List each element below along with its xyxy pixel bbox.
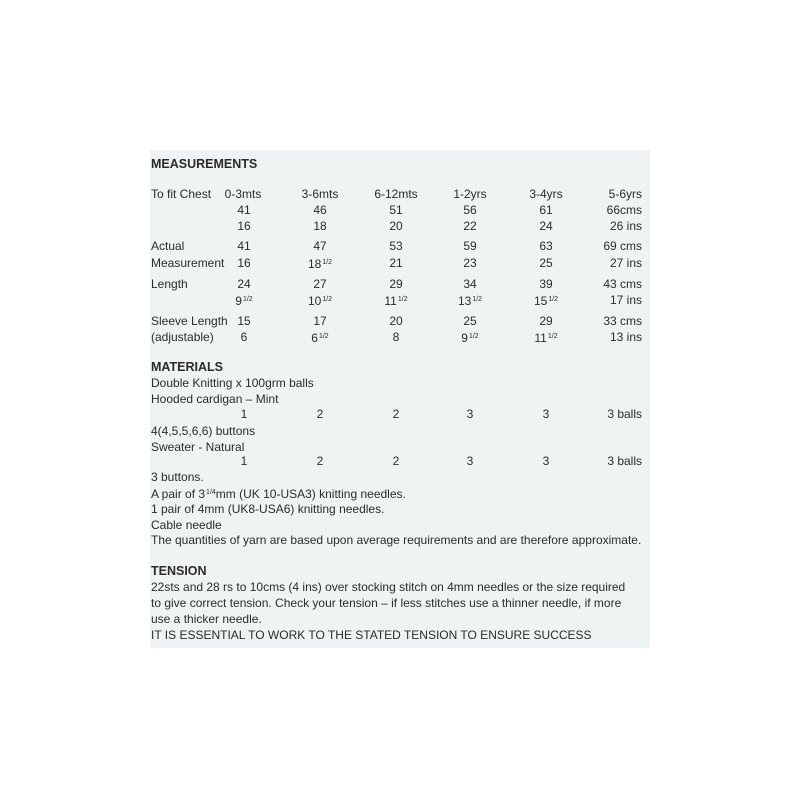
table-cell: 8 — [392, 330, 400, 344]
table-cell: 29 — [389, 277, 403, 291]
table-cell: 20 — [389, 314, 403, 328]
table-cell: $9^{1/2}$ — [235, 294, 253, 308]
table-cell: 24 — [237, 277, 251, 291]
yarn-line: Double Knitting x 100grm balls — [151, 376, 314, 390]
table-cell: 63 — [539, 239, 553, 253]
table-cell: 16 — [237, 256, 251, 270]
table-cell: 6 — [240, 330, 248, 344]
table-cell: 26 ins — [609, 219, 642, 233]
sweater-buttons: 3 buttons. — [151, 470, 204, 484]
table-cell: 2 — [316, 454, 324, 468]
table-cell: 61 — [539, 203, 553, 217]
quantities-note: The quantities of yarn are based upon average requirements and are therefore approximate. — [151, 533, 642, 547]
actual-label: Actual — [151, 239, 185, 253]
table-cell: $15^{1/2}$ — [533, 294, 559, 308]
cardigan-label: Hooded cardigan – Mint — [151, 392, 279, 406]
sweater-label: Sweater - Natural — [151, 440, 245, 454]
table-cell: 51 — [389, 203, 403, 217]
table-cell: 2 — [392, 407, 400, 421]
table-cell: 3 — [466, 407, 474, 421]
pattern-info-panel — [150, 150, 650, 648]
table-cell: 16 — [237, 219, 251, 233]
measurement-label: Measurement — [151, 256, 225, 270]
table-cell: 41 — [237, 239, 251, 253]
table-cell: 3 — [466, 454, 474, 468]
table-cell: 53 — [389, 239, 403, 253]
table-cell: 17 ins — [609, 293, 642, 307]
tension-line-2: to give correct tension. Check your tension – if less stitches use a thinner needle, if more — [151, 596, 622, 610]
to-fit-chest-label: To fit Chest — [151, 187, 212, 201]
table-cell: $11^{1/2}$ — [384, 294, 408, 308]
table-cell: 3 balls — [607, 407, 642, 421]
table-cell: 21 — [389, 256, 403, 270]
table-cell: 69 cms — [603, 239, 642, 253]
table-cell: 2 — [392, 454, 400, 468]
table-cell: $11^{1/2}$ — [534, 331, 558, 345]
table-cell: 1-2yrs — [453, 187, 487, 201]
table-cell: 1 — [240, 454, 248, 468]
needles-line-1: A pair of $3^{1/4}mm$ (UK 10-USA3) knitting needles. — [151, 487, 406, 501]
table-cell: 3 balls — [607, 454, 642, 468]
table-cell: 33 cms — [603, 314, 642, 328]
table-cell: 5-6yrs — [608, 187, 642, 201]
table-cell: 46 — [313, 203, 327, 217]
tension-line-3: use a thicker needle. — [151, 612, 262, 626]
table-cell: 27 ins — [609, 256, 642, 270]
length-label: Length — [151, 277, 188, 291]
table-cell: 25 — [463, 314, 477, 328]
table-cell: 3-4yrs — [529, 187, 563, 201]
table-cell: 20 — [389, 219, 403, 233]
table-cell: 15 — [237, 314, 251, 328]
tension-heading: TENSION — [151, 564, 207, 578]
table-cell: 47 — [313, 239, 327, 253]
cable-needle-line: Cable needle — [151, 518, 222, 532]
table-cell: 25 — [539, 256, 553, 270]
table-cell: 66cms — [606, 203, 642, 217]
table-cell: 27 — [313, 277, 327, 291]
table-cell: 59 — [463, 239, 477, 253]
table-cell: 56 — [463, 203, 477, 217]
table-cell: 18 — [313, 219, 327, 233]
table-cell: 3 — [542, 454, 550, 468]
table-cell: 13 ins — [609, 330, 642, 344]
table-cell: 3-6mts — [301, 187, 339, 201]
table-cell: 3 — [542, 407, 550, 421]
sleeve-length-label: Sleeve Length — [151, 314, 228, 328]
measurements-heading: MEASUREMENTS — [151, 157, 258, 171]
tension-line-4: IT IS ESSENTIAL TO WORK TO THE STATED TENSION TO ENSURE SUCCESS — [151, 628, 592, 642]
table-cell: $13^{1/2}$ — [457, 294, 483, 308]
table-cell: 43 cms — [603, 277, 642, 291]
table-cell: 0-3mts — [224, 187, 262, 201]
table-cell: $6^{1/2}$ — [311, 331, 329, 345]
needles-line-2: 1 pair of 4mm (UK8-USA6) knitting needles. — [151, 502, 385, 516]
table-cell: $18^{1/2}$ — [307, 257, 333, 271]
tension-line-1: 22sts and 28 rs to 10cms (4 ins) over stocking stitch on 4mm needles or the size required — [151, 580, 626, 594]
table-cell: 24 — [539, 219, 553, 233]
table-cell: 1 — [240, 407, 248, 421]
table-cell: 29 — [539, 314, 553, 328]
table-cell: 23 — [463, 256, 477, 270]
table-cell: 2 — [316, 407, 324, 421]
table-cell: 17 — [313, 314, 327, 328]
table-cell: 34 — [463, 277, 477, 291]
cardigan-buttons: 4(4,5,5,6,6) buttons — [151, 424, 256, 438]
table-cell: 6-12mts — [374, 187, 418, 201]
table-cell: $9^{1/2}$ — [461, 331, 479, 345]
table-cell: $10^{1/2}$ — [307, 294, 333, 308]
table-cell: 39 — [539, 277, 553, 291]
table-cell: 22 — [463, 219, 477, 233]
adjustable-label: (adjustable) — [151, 330, 214, 344]
materials-heading: MATERIALS — [151, 360, 223, 374]
table-cell: 41 — [237, 203, 251, 217]
